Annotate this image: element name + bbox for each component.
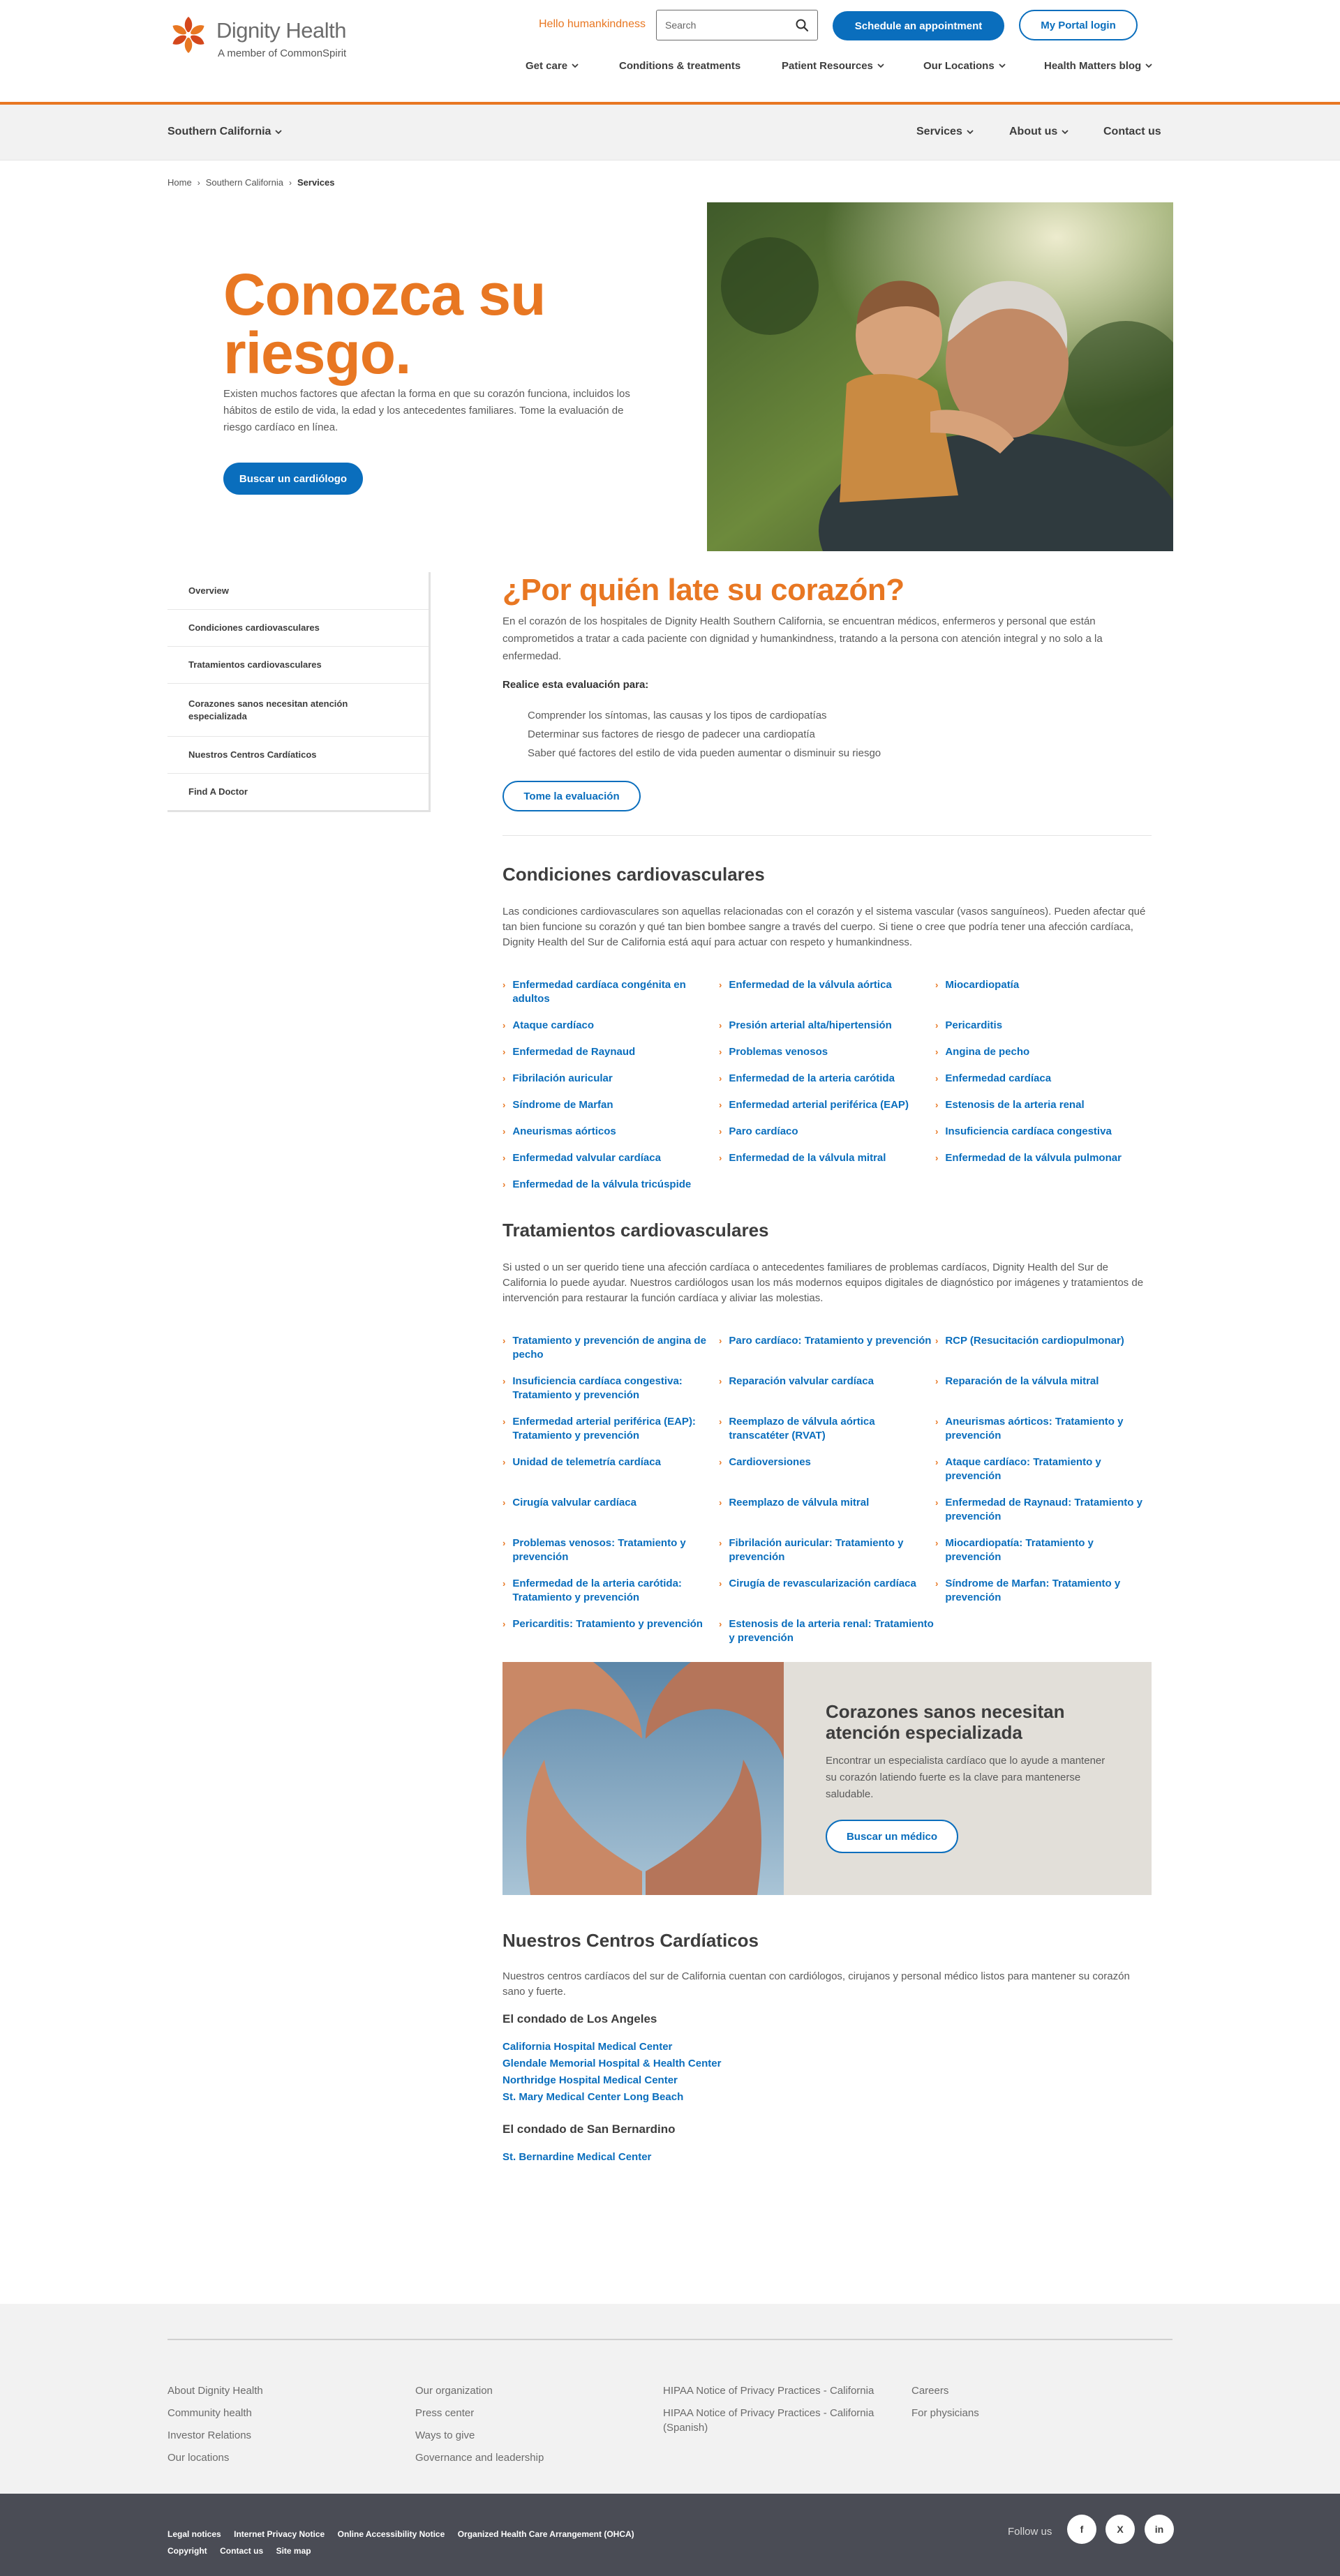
chevron-right-icon: › bbox=[935, 1047, 939, 1057]
footer-link[interactable]: HIPAA Notice of Privacy Practices - California bbox=[663, 2385, 874, 2397]
treatment-link-label: Ataque cardíaco: Tratamiento y prevención bbox=[945, 1456, 1101, 1482]
treatment-link-label: Unidad de telemetría cardíaca bbox=[512, 1456, 661, 1468]
chevron-right-icon: › bbox=[288, 177, 292, 188]
treatment-link-label: Enfermedad de la arteria carótida: Tratamiento y prevención bbox=[512, 1578, 682, 1603]
condition-link-label: Problemas venosos bbox=[729, 1046, 828, 1058]
sb-centers-list bbox=[502, 2149, 1152, 2166]
hero-photo bbox=[707, 202, 1173, 551]
breadcrumb bbox=[168, 177, 334, 188]
footer-divider bbox=[168, 2339, 1172, 2340]
sidenav-item-specialized-care[interactable]: Corazones sanos necesitan atención especializada bbox=[168, 684, 429, 737]
treatment-link-label: Pericarditis: Tratamiento y prevención bbox=[512, 1618, 703, 1630]
treatment-link-label: Reparación valvular cardíaca bbox=[729, 1375, 874, 1387]
chevron-right-icon: › bbox=[935, 1497, 939, 1508]
subnav-about-label: About us bbox=[1009, 126, 1058, 137]
condition-link[interactable] bbox=[935, 1019, 1152, 1033]
treatment-link[interactable] bbox=[935, 1496, 1152, 1524]
footer-link[interactable]: Governance and leadership bbox=[415, 2452, 544, 2464]
chevron-right-icon: › bbox=[502, 1047, 506, 1057]
treatment-link[interactable] bbox=[502, 1375, 719, 1402]
condition-link-label: Ataque cardíaco bbox=[512, 1019, 595, 1031]
treatment-link-label: Cirugía valvular cardíaca bbox=[512, 1497, 636, 1508]
region-sub-nav bbox=[0, 105, 1340, 160]
chevron-right-icon: › bbox=[719, 1416, 722, 1427]
chevron-right-icon: › bbox=[502, 1619, 506, 1629]
list-item: Determinar sus factores de riesgo de padecer una cardiopatía bbox=[528, 728, 815, 740]
treatment-link bbox=[935, 1617, 1152, 1645]
condition-link[interactable] bbox=[719, 1151, 935, 1165]
grandfather-child-photo bbox=[707, 202, 1173, 551]
chevron-down-icon bbox=[967, 130, 974, 135]
chevron-right-icon: › bbox=[719, 1073, 722, 1084]
hero-title: Conozca su riesgo. bbox=[223, 262, 546, 386]
chevron-right-icon: › bbox=[935, 1538, 939, 1548]
chevron-right-icon: › bbox=[502, 1457, 506, 1467]
nav-label: Get care bbox=[526, 60, 568, 72]
promo-content bbox=[784, 1662, 1152, 1895]
chevron-right-icon: › bbox=[502, 1153, 506, 1163]
legal-link[interactable]: Internet Privacy Notice bbox=[234, 2529, 325, 2539]
nav-get-care[interactable] bbox=[526, 60, 579, 72]
chevron-down-icon bbox=[275, 130, 282, 135]
treatment-link[interactable] bbox=[935, 1334, 1152, 1362]
chevron-right-icon: › bbox=[502, 1497, 506, 1508]
nav-label: Patient Resources bbox=[782, 60, 873, 72]
footer-column bbox=[663, 2383, 900, 2443]
condition-link-label: Enfermedad de la arteria carótida bbox=[729, 1072, 895, 1084]
list-item: Saber qué factores del estilo de vida pueden aumentar o disminuir su riesgo bbox=[528, 747, 881, 759]
breadcrumb-region[interactable]: Southern California bbox=[205, 177, 283, 188]
centers-title: Nuestros Centros Cardíaticos bbox=[502, 1930, 759, 1951]
legal-link[interactable]: Copyright bbox=[168, 2546, 207, 2556]
chevron-right-icon: › bbox=[935, 1376, 939, 1386]
center-link[interactable]: St. Mary Medical Center Long Beach bbox=[502, 2091, 684, 2103]
legal-link[interactable]: Site map bbox=[276, 2546, 311, 2556]
chevron-right-icon: › bbox=[719, 1047, 722, 1057]
chevron-right-icon: › bbox=[719, 1126, 722, 1137]
footer-legal-bar bbox=[0, 2494, 1340, 2576]
condition-link[interactable] bbox=[935, 1045, 1152, 1059]
sidenav-item-overview[interactable]: Overview bbox=[168, 572, 429, 610]
legal-link[interactable]: Legal notices bbox=[168, 2529, 221, 2539]
condition-link[interactable] bbox=[502, 1072, 719, 1086]
condition-link[interactable] bbox=[502, 1151, 719, 1165]
condition-link-label: Angina de pecho bbox=[945, 1046, 1030, 1058]
treatment-link-label: Fibrilación auricular: Tratamiento y prevención bbox=[729, 1537, 904, 1563]
subnav-services[interactable] bbox=[916, 126, 974, 138]
nav-label: Health Matters blog bbox=[1044, 60, 1142, 72]
footer-link[interactable]: Careers bbox=[911, 2385, 949, 2397]
treatment-link[interactable] bbox=[502, 1496, 719, 1524]
conditions-link-grid bbox=[502, 978, 1152, 1204]
chevron-right-icon: › bbox=[502, 1100, 506, 1110]
list-item: Comprender los síntomas, las causas y los tipos de cardiopatías bbox=[528, 710, 827, 721]
treatment-link-label: Reparación de la válvula mitral bbox=[945, 1375, 1099, 1387]
treatment-link[interactable] bbox=[502, 1334, 719, 1362]
subnav-contact-label: Contact us bbox=[1103, 126, 1161, 137]
subnav-about-us[interactable] bbox=[1009, 126, 1069, 138]
condition-link-label: Enfermedad cardíaca bbox=[945, 1072, 1052, 1084]
condition-link[interactable] bbox=[935, 1151, 1152, 1165]
footer-link[interactable]: Our organization bbox=[415, 2385, 493, 2397]
chevron-down-icon bbox=[1062, 130, 1069, 135]
sidenav-item-find-doctor[interactable]: Find A Doctor bbox=[188, 786, 248, 797]
sidenav-item-conditions[interactable]: Condiciones cardiovasculares bbox=[168, 610, 429, 647]
condition-link[interactable] bbox=[935, 978, 1152, 1006]
subnav-contact-us[interactable] bbox=[1103, 126, 1161, 138]
chevron-right-icon: › bbox=[719, 1335, 722, 1346]
condition-link[interactable] bbox=[719, 1125, 935, 1139]
footer-link[interactable]: Press center bbox=[415, 2407, 475, 2419]
chevron-right-icon: › bbox=[502, 1578, 506, 1589]
breadcrumb-home[interactable]: Home bbox=[168, 177, 192, 188]
condition-link-label: Insuficiencia cardíaca congestiva bbox=[945, 1125, 1112, 1137]
chevron-right-icon: › bbox=[719, 1497, 722, 1508]
section-side-nav bbox=[168, 572, 431, 812]
chevron-right-icon: › bbox=[502, 1073, 506, 1084]
treatment-link-label: Enfermedad arterial periférica (EAP): Tratamiento y prevención bbox=[512, 1416, 696, 1441]
treatment-link-label: Síndrome de Marfan: Tratamiento y prevención bbox=[945, 1578, 1121, 1603]
treatment-link-label: Cirugía de revascularización cardíaca bbox=[729, 1578, 916, 1589]
legal-links bbox=[168, 2526, 796, 2559]
centers-text: Nuestros centros cardíacos del sur de California cuentan con cardiólogos, cirujanos y personal médico listos para mantener su corazón sano y fuerte. bbox=[502, 1970, 1130, 1998]
condition-link-label: Estenosis de la arteria renal bbox=[945, 1099, 1085, 1111]
heart-hands-photo bbox=[502, 1662, 784, 1895]
condition-link-label: Paro cardíaco bbox=[729, 1125, 798, 1137]
treatment-link-label: Tratamiento y prevención de angina de pecho bbox=[512, 1335, 706, 1361]
hello-humankindness-link[interactable]: Hello humankindness bbox=[539, 18, 646, 30]
condition-link[interactable] bbox=[502, 1178, 719, 1192]
treatment-link-label: Enfermedad de Raynaud: Tratamiento y prevención bbox=[945, 1497, 1142, 1522]
condition-link[interactable] bbox=[719, 1072, 935, 1086]
chevron-right-icon: › bbox=[719, 1538, 722, 1548]
condition-link[interactable] bbox=[502, 1019, 719, 1033]
treatment-link[interactable] bbox=[719, 1455, 935, 1483]
chevron-down-icon bbox=[999, 63, 1006, 68]
find-doctor-button[interactable]: Buscar un médico bbox=[826, 1820, 958, 1853]
nav-patient-resources[interactable] bbox=[782, 60, 884, 72]
heart-hands-image bbox=[502, 1662, 784, 1895]
treatment-link[interactable] bbox=[719, 1577, 935, 1605]
site-header bbox=[0, 0, 1340, 105]
condition-link-label: Fibrilación auricular bbox=[512, 1072, 613, 1084]
condition-link[interactable] bbox=[935, 1072, 1152, 1086]
chevron-right-icon: › bbox=[719, 1619, 722, 1629]
chevron-right-icon: › bbox=[935, 980, 939, 990]
footer-links-area bbox=[0, 2304, 1340, 2494]
treatment-link[interactable] bbox=[719, 1496, 935, 1524]
portal-login-button[interactable]: My Portal login bbox=[1019, 10, 1138, 40]
chevron-right-icon: › bbox=[502, 1179, 506, 1190]
intro-text: En el corazón de los hospitales de Dignity Health Southern California, se encuentran médicos, enfermeros y personal que están comprometidos a tratar a cada paciente con dignidad y humankindness, tratando a la persona con atención integral y no solo a la enfermedad. bbox=[502, 615, 1103, 662]
footer-link[interactable]: Our locations bbox=[168, 2452, 230, 2464]
treatment-link[interactable] bbox=[719, 1617, 935, 1645]
sidenav-item-treatments[interactable]: Tratamientos cardiovasculares bbox=[168, 647, 429, 684]
chevron-right-icon: › bbox=[502, 1376, 506, 1386]
region-label: Southern California bbox=[168, 126, 271, 137]
treatment-link-label: Insuficiencia cardíaca congestiva: Tratamiento y prevención bbox=[512, 1375, 683, 1401]
logo[interactable] bbox=[168, 14, 346, 59]
hero-text: Existen muchos factores que afectan la forma en que su corazón funciona, incluidos los hábitos de estilo de vida, la edad y los antecedentes familiares. Tome la evaluación de riesgo cardíaco en línea. bbox=[223, 388, 630, 433]
treatment-link-label: Cardioversiones bbox=[729, 1456, 811, 1468]
chevron-right-icon: › bbox=[719, 1100, 722, 1110]
footer-column bbox=[415, 2383, 639, 2473]
main-content bbox=[502, 572, 1152, 2166]
treatment-link[interactable] bbox=[502, 1536, 719, 1564]
treatment-link-label: RCP (Resucitación cardiopulmonar) bbox=[945, 1335, 1124, 1347]
condition-link-label: Enfermedad valvular cardíaca bbox=[512, 1152, 661, 1164]
chevron-right-icon: › bbox=[719, 1578, 722, 1589]
condition-link-label: Miocardiopatía bbox=[945, 979, 1020, 991]
chevron-right-icon: › bbox=[502, 1416, 506, 1427]
linkedin-icon[interactable]: in bbox=[1145, 2515, 1174, 2544]
footer-link[interactable]: HIPAA Notice of Privacy Practices - California (Spanish) bbox=[663, 2407, 874, 2434]
treatment-link-label: Aneurismas aórticos: Tratamiento y prevención bbox=[945, 1416, 1124, 1441]
nav-label: Conditions & treatments bbox=[619, 60, 741, 72]
treatment-link[interactable] bbox=[719, 1415, 935, 1443]
promo-text: Encontrar un especialista cardíaco que lo ayude a mantener su corazón latiendo fuerte es la clave para mantenerse saludable. bbox=[826, 1755, 1106, 1800]
facebook-icon[interactable]: f bbox=[1067, 2515, 1096, 2544]
treatment-link[interactable] bbox=[719, 1375, 935, 1402]
treatment-link[interactable] bbox=[502, 1455, 719, 1483]
dignity-health-logo-icon bbox=[168, 14, 209, 56]
take-assessment-button[interactable]: Tome la evaluación bbox=[502, 781, 641, 811]
legal-link[interactable]: Organized Health Care Arrangement (OHCA) bbox=[457, 2529, 634, 2539]
search-box bbox=[656, 10, 818, 40]
chevron-right-icon: › bbox=[935, 1153, 939, 1163]
follow-us-label: Follow us bbox=[1008, 2526, 1052, 2538]
find-cardiologist-button[interactable]: Buscar un cardiólogo bbox=[223, 463, 363, 495]
treatment-link-label: Reemplazo de válvula aórtica transcatéter (RVAT) bbox=[729, 1416, 875, 1441]
center-link[interactable]: St. Bernardine Medical Center bbox=[502, 2151, 652, 2163]
treatment-link-label: Problemas venosos: Tratamiento y prevención bbox=[512, 1537, 686, 1563]
treatments-text: Si usted o un ser querido tiene una afección cardíaca o antecedentes familiares de problemas cardíacos, Dignity Health del Sur de California lo puede ayudar. Nuestros cardiólogos usan los más modernos equipos digitales de diagnóstico por imágenes y tratamientos de intervención para restaurar la función cardíaca y aliviar las molestias. bbox=[502, 1261, 1144, 1304]
footer-link[interactable]: For physicians bbox=[911, 2407, 979, 2419]
treatment-link[interactable] bbox=[935, 1455, 1152, 1483]
treatment-link-label: Estenosis de la arteria renal: Tratamiento y prevención bbox=[729, 1618, 934, 1644]
condition-link-label: Pericarditis bbox=[945, 1019, 1003, 1031]
treatments-link-grid bbox=[502, 1334, 1152, 1658]
treatments-title: Tratamientos cardiovasculares bbox=[502, 1220, 769, 1241]
chevron-right-icon: › bbox=[502, 1020, 506, 1031]
condition-link-label: Aneurismas aórticos bbox=[512, 1125, 616, 1137]
footer-link[interactable]: Community health bbox=[168, 2407, 252, 2419]
condition-link[interactable] bbox=[719, 978, 935, 1006]
condition-link-label: Síndrome de Marfan bbox=[512, 1099, 613, 1111]
x-icon[interactable]: X bbox=[1106, 2515, 1135, 2544]
chevron-right-icon: › bbox=[935, 1335, 939, 1346]
logo-tagline: A member of CommonSpirit bbox=[218, 47, 347, 59]
specialized-care-promo bbox=[502, 1662, 1152, 1895]
center-link[interactable]: Northridge Hospital Medical Center bbox=[502, 2074, 678, 2086]
legal-link[interactable]: Online Accessibility Notice bbox=[337, 2529, 445, 2539]
chevron-right-icon: › bbox=[935, 1457, 939, 1467]
chevron-right-icon: › bbox=[502, 1538, 506, 1548]
intro-title: ¿Por quién late su corazón? bbox=[502, 573, 904, 607]
chevron-right-icon: › bbox=[719, 1153, 722, 1163]
condition-link[interactable] bbox=[719, 1019, 935, 1033]
chevron-right-icon: › bbox=[197, 177, 200, 188]
la-centers-list bbox=[502, 2039, 1152, 2106]
chevron-right-icon: › bbox=[935, 1416, 939, 1427]
condition-link[interactable] bbox=[719, 1098, 935, 1112]
treatment-link[interactable] bbox=[502, 1415, 719, 1443]
condition-link-label: Enfermedad de la válvula aórtica bbox=[729, 979, 892, 991]
chevron-down-icon bbox=[572, 63, 579, 68]
condition-link-label: Enfermedad cardíaca congénita en adultos bbox=[512, 979, 686, 1005]
treatment-link[interactable] bbox=[935, 1375, 1152, 1402]
search-input[interactable] bbox=[665, 20, 795, 31]
chevron-right-icon: › bbox=[935, 1020, 939, 1031]
condition-link-label: Enfermedad de Raynaud bbox=[512, 1046, 636, 1058]
treatment-link-label: Paro cardíaco: Tratamiento y prevención bbox=[729, 1335, 932, 1347]
promo-title: Corazones sanos necesitan atención especializada bbox=[826, 1701, 1065, 1743]
conditions-text: Las condiciones cardiovasculares son aquellas relacionadas con el corazón y el sistema vascular (vasos sanguíneos). Pueden afectar qué tan bien funcione su corazón y qué tan bien bombee sangre a través del cuerpo. Si tiene o cree que podría tener una afección cardíaca, Dignity Health del Sur de California está aquí para actuar con respeto y humankindness. bbox=[502, 906, 1146, 948]
condition-link[interactable] bbox=[502, 1125, 719, 1139]
treatment-link-label: Reemplazo de válvula mitral bbox=[729, 1497, 870, 1508]
condition-link[interactable] bbox=[935, 1098, 1152, 1112]
chevron-right-icon: › bbox=[719, 1457, 722, 1467]
chevron-right-icon: › bbox=[935, 1073, 939, 1084]
footer-column bbox=[911, 2383, 1135, 2428]
chevron-right-icon: › bbox=[502, 1335, 506, 1346]
condition-link-label: Enfermedad de la válvula mitral bbox=[729, 1152, 886, 1164]
treatment-link[interactable] bbox=[935, 1577, 1152, 1605]
chevron-right-icon: › bbox=[935, 1578, 939, 1589]
condition-link[interactable] bbox=[502, 978, 719, 1006]
chevron-right-icon: › bbox=[719, 1376, 722, 1386]
treatment-link[interactable] bbox=[935, 1536, 1152, 1564]
search-icon[interactable] bbox=[795, 18, 809, 32]
condition-link[interactable] bbox=[935, 1125, 1152, 1139]
condition-link[interactable] bbox=[719, 1045, 935, 1059]
footer-link[interactable]: About Dignity Health bbox=[168, 2385, 263, 2397]
treatment-link[interactable] bbox=[719, 1536, 935, 1564]
footer-link[interactable]: Ways to give bbox=[415, 2429, 475, 2441]
chevron-down-icon bbox=[1145, 63, 1152, 68]
treatment-link[interactable] bbox=[935, 1415, 1152, 1443]
main-nav bbox=[0, 60, 1340, 74]
county-los-angeles: El condado de Los Angeles bbox=[502, 2012, 657, 2025]
conditions-title: Condiciones cardiovasculares bbox=[502, 864, 765, 885]
legal-link[interactable]: Contact us bbox=[220, 2546, 264, 2556]
condition-link-label: Enfermedad arterial periférica (EAP) bbox=[729, 1099, 909, 1111]
nav-label: Our Locations bbox=[923, 60, 995, 72]
chevron-right-icon: › bbox=[719, 1020, 722, 1031]
subnav-services-label: Services bbox=[916, 126, 962, 137]
nav-conditions-treatments[interactable] bbox=[619, 60, 740, 72]
treatment-link[interactable] bbox=[502, 1577, 719, 1605]
nav-our-locations[interactable] bbox=[923, 60, 1006, 72]
condition-link[interactable] bbox=[502, 1098, 719, 1112]
footer-column bbox=[168, 2383, 391, 2473]
treatment-link-label: Miocardiopatía: Tratamiento y prevención bbox=[945, 1537, 1094, 1563]
chevron-right-icon: › bbox=[935, 1126, 939, 1137]
chevron-right-icon: › bbox=[719, 980, 722, 990]
chevron-right-icon: › bbox=[502, 980, 506, 990]
condition-link-label: Enfermedad de la válvula pulmonar bbox=[945, 1152, 1122, 1164]
condition-link-label: Enfermedad de la válvula tricúspide bbox=[512, 1178, 692, 1190]
assessment-list bbox=[502, 706, 1152, 763]
nav-health-matters-blog[interactable] bbox=[1044, 60, 1152, 72]
center-link[interactable]: California Hospital Medical Center bbox=[502, 2041, 673, 2053]
chevron-right-icon: › bbox=[935, 1100, 939, 1110]
treatment-link[interactable] bbox=[719, 1334, 935, 1362]
condition-link[interactable] bbox=[502, 1045, 719, 1059]
region-selector[interactable] bbox=[168, 126, 282, 138]
chevron-down-icon bbox=[877, 63, 884, 68]
assessment-label: Realice esta evaluación para: bbox=[502, 679, 649, 691]
logo-name: Dignity Health bbox=[216, 18, 346, 43]
condition-link-label: Presión arterial alta/hipertensión bbox=[729, 1019, 892, 1031]
center-link[interactable]: Glendale Memorial Hospital & Health Center bbox=[502, 2058, 722, 2069]
section-divider bbox=[502, 835, 1152, 836]
breadcrumb-current: Services bbox=[297, 177, 335, 188]
footer-link[interactable]: Investor Relations bbox=[168, 2429, 252, 2441]
county-san-bernardino: El condado de San Bernardino bbox=[502, 2122, 676, 2136]
sidenav-item-heart-centers[interactable]: Nuestros Centros Cardíaticos bbox=[168, 737, 429, 774]
chevron-right-icon: › bbox=[502, 1126, 506, 1137]
schedule-appointment-button[interactable]: Schedule an appointment bbox=[833, 11, 1004, 40]
treatment-link[interactable] bbox=[502, 1617, 719, 1645]
